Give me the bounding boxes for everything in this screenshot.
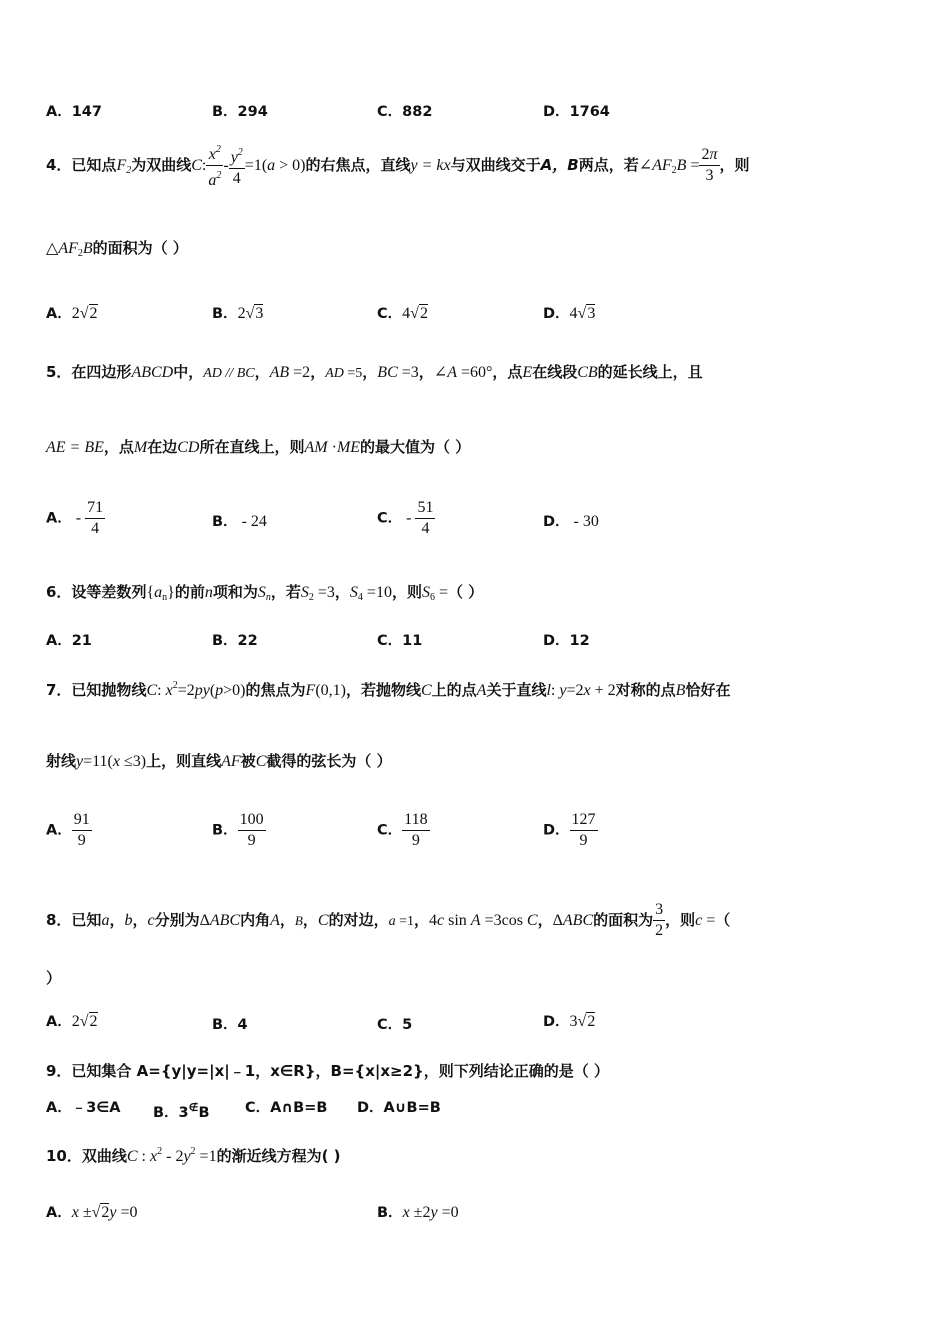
q4-option-b: B．2√3 [212, 305, 264, 322]
q8-option-a: A．2√2 [46, 1013, 98, 1030]
q9-option-d: D．A∪B=B [357, 1100, 441, 1116]
question-7-stem: 7．已知抛物线C: $x^2=2py(p>0)$的焦点为F(0,1)，若抛物线C上的点A关于直线l: y=2x + 2对称的点B恰好在 [46, 680, 731, 699]
question-4-stem-line2: $\triangle AF_2B$的面积为（ ） [46, 239, 188, 259]
q6-option-d: D．12 [543, 633, 590, 649]
q4-option-c: C．4√2 [377, 305, 428, 322]
q3-option-d: D．1764 [543, 104, 610, 120]
q9-option-a: A．﹣3∈A [46, 1100, 121, 1116]
q9-option-b: B．3∉B [153, 1101, 210, 1121]
question-8-stem: 8．已知a，b，c分别为ΔABC内角A，B，C的对边，a =1，4c sin A =3cos C，ΔABC的面积为 $\frac{3}{2}$ ，则c =（ [46, 901, 731, 939]
q5-option-b: B． - 24 [212, 513, 267, 530]
q8-option-b: B．4 [212, 1017, 248, 1033]
q4-option-a: A．2√2 [46, 305, 98, 322]
q10-option-b: B．x ±2y =0 [377, 1204, 459, 1221]
q3-option-b: B．294 [212, 104, 268, 120]
q3-option-c: C．882 [377, 104, 433, 120]
question-4-stem: 4．已知点$F_2$为双曲线C: $\frac{x^2}{a^2}$ - $\frac{y^2}{4}$ =1(a > 0)的右焦点，直线y = kx与双曲线交于A，B两点，若$\angle AF_2B$ = $\frac{2\pi}{3}$ ，则 [46, 140, 750, 191]
q7-option-c: C． $\frac{118}{9}$ [377, 811, 428, 849]
q6-option-b: B．22 [212, 633, 258, 649]
q5-option-d: D． - 30 [543, 513, 599, 530]
question-6-stem: 6．设等差数列$\{a_n\}$的前n项和为$S_n$，若$S_2 =3$，$S_4 =10$，则$S_6$ =（ ） [46, 583, 484, 603]
q10-option-a: A．x ±√2y =0 [46, 1204, 138, 1221]
q5-option-c: C． - $\frac{51}{4}$ [377, 499, 434, 537]
q6-option-c: C．11 [377, 633, 423, 649]
q8-option-c: C．5 [377, 1017, 413, 1033]
q9-option-c: C．A∩B=B [245, 1100, 328, 1116]
question-7-stem-line2: 射线y=11(x ≤3)上，则直线AF被C截得的弦长为（ ） [46, 752, 392, 770]
q3-option-a: A．147 [46, 104, 102, 120]
question-9-stem: 9．已知集合 A={y|y=|x|﹣1，x∈R}，B={x|x≥2}，则下列结论正确的是（ ） [46, 1062, 609, 1080]
question-10-stem: 10．双曲线C : $x^2 - 2y^2 =1$的渐近线方程为( ) [46, 1146, 341, 1165]
q7-option-d: D． $\frac{127}{9}$ [543, 811, 596, 849]
q8-option-d: D．3√2 [543, 1013, 596, 1030]
q7-option-a: A． $\frac{91}{9}$ [46, 811, 90, 849]
question-8-stem-line2: ） [46, 969, 62, 987]
question-5-stem: 5．在四边形ABCD中，AD // BC，AB =2，AD =5，BC =3，∠A =60°，点E在线段CB的延长线上，且 [46, 363, 703, 381]
q5-option-a: A． - $\frac{71}{4}$ [46, 499, 104, 537]
q7-option-b: B． $\frac{100}{9}$ [212, 811, 264, 849]
question-5-stem-line2: AE = BE，点M在边CD所在直线上，则AM ·ME的最大值为（ ） [46, 438, 471, 456]
q6-option-a: A．21 [46, 633, 92, 649]
q4-option-d: D．4√3 [543, 305, 596, 322]
